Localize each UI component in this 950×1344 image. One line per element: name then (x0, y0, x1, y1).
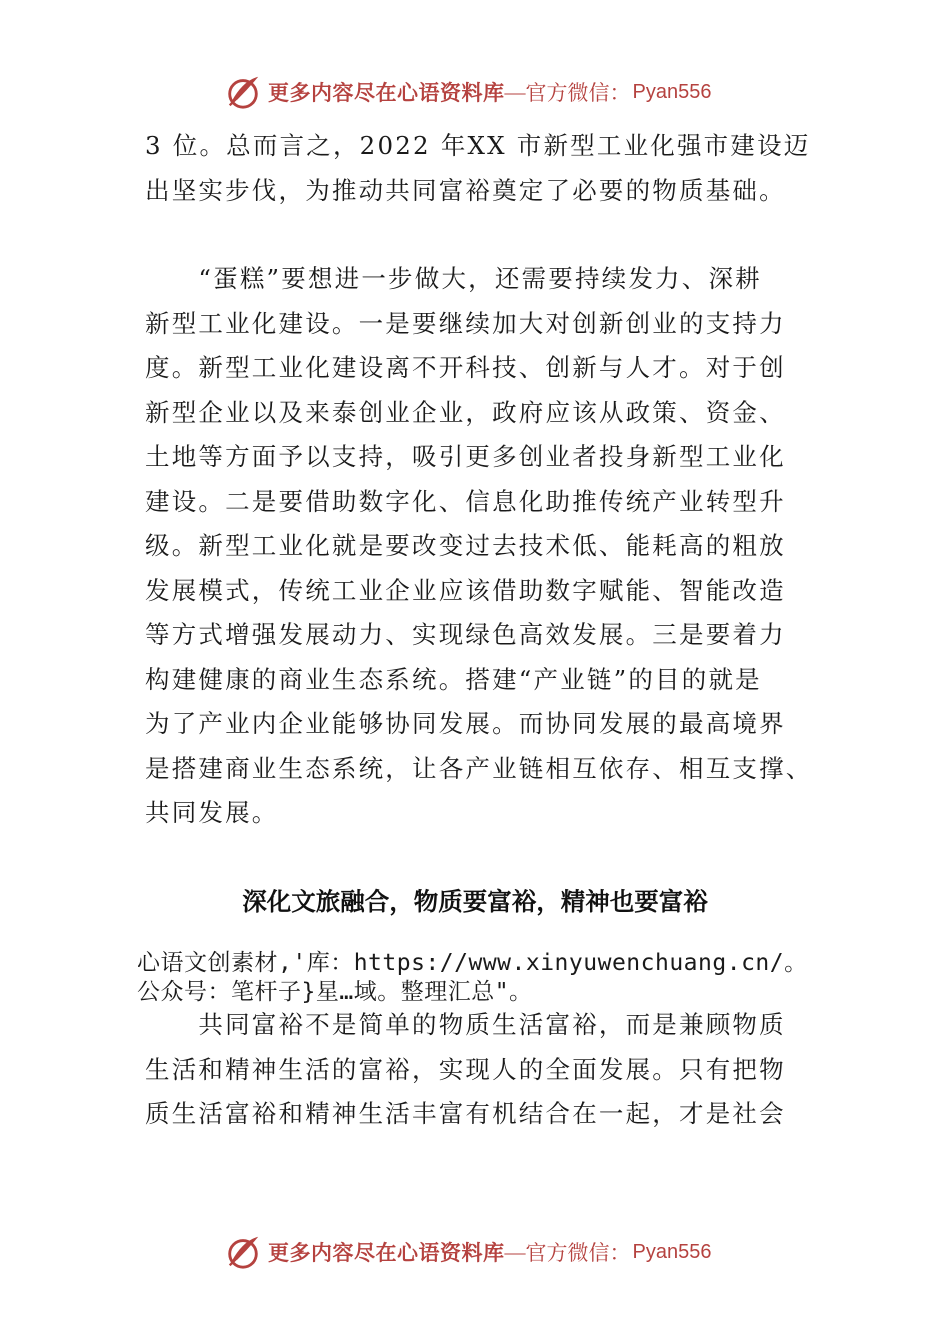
banner-wechat-label: 官方微信： (525, 1241, 631, 1265)
banner-wechat-id: Pyan556 (632, 1240, 712, 1263)
text-line: 等方式增强发展动力、实现绿色高效发展。三是要着力 (145, 620, 786, 649)
text-line: 建设。二是要借助数字化、信息化助推传统产业转型升 (145, 486, 786, 516)
text-line: 是搭建商业生态系统，让各产业链相互依存、相互支撑、 (145, 753, 813, 783)
quill-logo-icon (224, 1233, 262, 1271)
text-line: 生活和精神生活的富裕，实现人的全面发展。只有把物 (145, 1054, 786, 1084)
banner-title: 更多内容尽在心语资料库 (268, 1240, 505, 1265)
header-banner (0, 70, 950, 114)
text-line: 出坚实步伐，为推动共同富裕奠定了必要的物质基础。 (145, 175, 786, 205)
source-note (137, 949, 817, 1007)
text-line: 土地等方面予以支持，吸引更多创业者投身新型工业化 (145, 442, 786, 471)
text-line: 共同发展。 (145, 798, 279, 827)
section-heading: 深化文旅融合，物质要富裕，精神也要富裕 (242, 887, 708, 916)
banner-wechat-label: 官方微信： (525, 81, 631, 105)
text-line: 新型企业以及来泰创业企业，政府应该从政策、资金、 (145, 397, 786, 427)
text-line: 3 位。总而言之，2022 年XX 市新型工业化强市建设迈 (145, 131, 811, 160)
note-line: 公众号：笔杆子}星…域。整理汇总"。 (137, 979, 533, 1005)
banner-title: 更多内容尽在心语资料库 (268, 80, 505, 105)
footer-banner (0, 1230, 950, 1274)
paragraph-2 (145, 257, 813, 836)
text-line: 质生活富裕和精神生活丰富有机结合在一起，才是社会 (145, 1099, 786, 1128)
quill-logo-icon (224, 73, 262, 111)
text-line: 度。新型工业化建设离不开科技、创新与人才。对于创 (145, 353, 786, 382)
text-line: 构建健康的商业生态系统。搭建“产业链”的目的就是 (145, 664, 762, 694)
text-line: “蛋糕”要想进一步做大，还需要持续发力、深耕 (145, 264, 762, 293)
paragraph-1 (145, 124, 810, 213)
banner-dash: — (504, 79, 526, 104)
text-line: 级。新型工业化就是要改变过去技术低、能耗高的粗放 (145, 531, 786, 560)
text-line: 共同富裕不是简单的物质生活富裕，而是兼顾物质 (145, 1010, 786, 1039)
text-line: 发展模式，传统工业企业应该借助数字赋能、智能改造 (145, 575, 786, 605)
banner-wechat-id: Pyan556 (632, 80, 712, 103)
text-line: 新型工业化建设。一是要继续加大对创新创业的支持力 (145, 308, 786, 338)
paragraph-3 (145, 1003, 810, 1137)
note-line: 心语文创素材,'库：https://www.xinyuwenchuang.cn/。 (137, 950, 808, 976)
text-line: 为了产业内企业能够协同发展。而协同发展的最高境界 (145, 709, 786, 738)
banner-dash: — (504, 1239, 526, 1264)
